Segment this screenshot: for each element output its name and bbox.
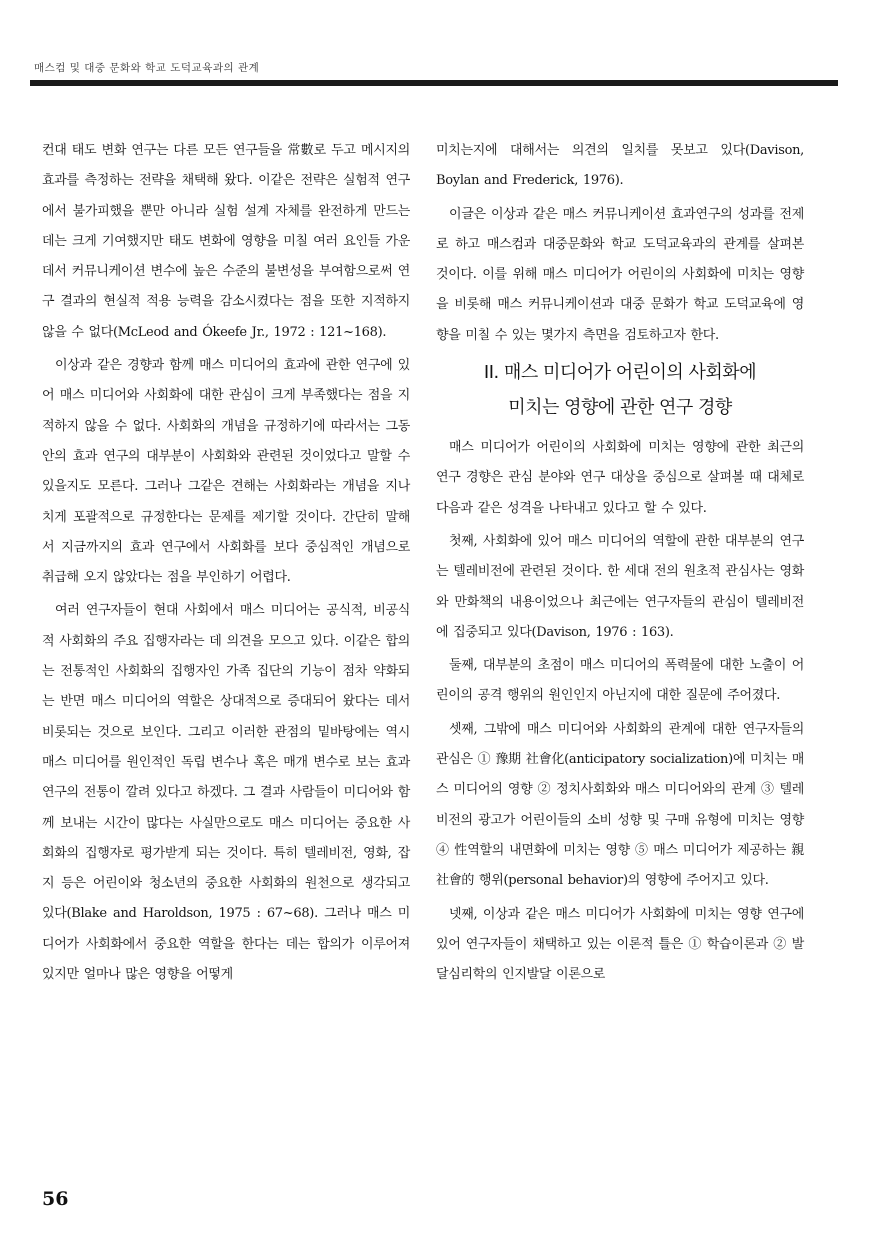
paragraph: 미치는지에 대해서는 의견의 일치를 못보고 있다(Davison, Boylan and Frederick, 1976). [436,143,804,189]
paragraph: 여러 연구자들이 현대 사회에서 매스 미디어는 공식적, 비공식적 사회화의 주요 집행자라는 데 의견을 모으고 있다. 이같은 합의는 전통적인 사회화의 집행자인 가족 집단의 기능이 점차 약화되는 반면 매스 미디어의 역할은 상대적으로 증대되어 왔다는 데서 비롯되는 것으로 보인다. 그리고 이러한 관점의 밑바탕에는 역시 매스 미디어를 원인적인 독립 변수나 혹은 매개 변수로 보는 효과 연구의 전통이 깔려 있다고 하겠다. 그 결과 사람들이 미디어와 함께 보내는 시간이 많다는 사실만으로도 매스 미디어는 중요한 사회화의 집행자로 평가받게 되는 것이다. 특히 텔레비전, 영화, 잡지 등은 어린이와 청소년의 중요한 사회화의 원천으로 생각되고 있다(Blake and Haroldson, 1975 : 67~68). 그러나 매스 미디어가 사회화에서 중요한 역할을 한다는 데는 합의가 이루어져 있지만 얼마나 많은 영향을 어떻게 [42,603,410,983]
paragraph: 첫째, 사회화에 있어 매스 미디어의 역할에 관한 대부분의 연구는 텔레비전에 관련된 것이다. 한 세대 전의 원초적 관심사는 영화와 만화책의 내용이었으나 최근에는 연구자들의 관심이 텔레비전에 집중되고 있다(Davison, 1976 : 163). [436,533,804,640]
paragraph: 컨대 태도 변화 연구는 다른 모든 연구들을 常數로 두고 메시지의 효과를 측정하는 전략을 채택해 왔다. 이같은 전략은 실험적 연구에서 불가피했을 뿐만 아니라 실험 설계 자체를 완전하게 만드는 데는 크게 기여했지만 태도 변화에 영향을 미칠 여러 요인들 가운데서 커뮤니케이션 변수에 높은 수준의 불변성을 부여함으로써 연구 결과의 현실적 적용 능력을 감소시켰다는 점을 또한 지적하지 않을 수 없다(McLeod and Ókeefe Jr., 1972 : 121~168). [42,143,410,340]
section-heading-line: II. 매스 미디어가 어린이의 사회화에 [483,362,757,384]
left-column [42,136,410,993]
paragraph: 매스 미디어가 어린이의 사회화에 미치는 영향에 관한 최근의 연구 경향은 관심 분야와 연구 대상을 중심으로 살펴볼 때 대체로 다음과 같은 성격을 나타내고 있다고 할 수 있다. [436,440,804,516]
paragraph: 둘째, 대부분의 초점이 매스 미디어의 폭력물에 대한 노출이 어린이의 공격 행위의 원인인지 아닌지에 대한 질문에 주어졌다. [436,658,804,704]
section-heading [436,355,804,425]
right-column [436,136,804,993]
paragraph: 이글은 이상과 같은 매스 커뮤니케이션 효과연구의 성과를 전제로 하고 매스컴과 대중문화와 학교 도덕교육과의 관계를 살펴본 것이다. 이를 위해 매스 미디어가 어린이의 사회화에 미치는 영향을 비롯해 매스 커뮤니케이션과 대중 문화가 학교 도덕교육에 영향을 미칠 수 있는 몇가지 측면을 검토하고자 한다. [436,206,804,343]
section-heading-line: 미치는 영향에 관한 연구 경향 [508,397,732,419]
header-rule [30,80,838,86]
paragraph: 넷째, 이상과 같은 매스 미디어가 사회화에 미치는 영향 연구에 있어 연구자들이 채택하고 있는 이론적 틀은 ① 학습이론과 ② 발달심리학의 인지발달 이론으로 [436,906,804,983]
paragraph: 이상과 같은 경향과 함께 매스 미디어의 효과에 관한 연구에 있어 매스 미디어와 사회화에 대한 관심이 크게 부족했다는 점을 지적하지 않을 수 없다. 사회화의 개념을 규정하기에 따라서는 그동안의 효과 연구의 대부분이 사회화와 관련된 것이었다고 말할 수 있을지도 모른다. 그러나 그같은 견해는 사회화라는 개념을 지나치게 포괄적으로 규정한다는 문제를 제기할 것이다. 간단히 말해서 지금까지의 효과 연구에서 사회화를 보다 중심적인 개념으로 취급해 오지 않았다는 점을 부인하기 어렵다. [42,358,410,586]
paragraph: 셋째, 그밖에 매스 미디어와 사회화의 관계에 대한 연구자들의 관심은 ① 豫期 社會化(anticipatory socialization)에 미치는 매스 미디어의 영향 ② 정치사회화와 매스 미디어와의 관계 ③ 텔레비전의 광고가 어린이들의 소비 성향 및 구매 유형에 미치는 영향 ④ 性역할의 내면화에 미치는 영향 ⑤ 매스 미디어가 제공하는 親社會的 행위(personal behavior)의 영향에 주어지고 있다. [436,721,804,889]
running-head: 매스컴 및 대중 문화와 학교 도덕교육과의 관계 [34,62,260,74]
page-number: 56 [42,1188,69,1210]
